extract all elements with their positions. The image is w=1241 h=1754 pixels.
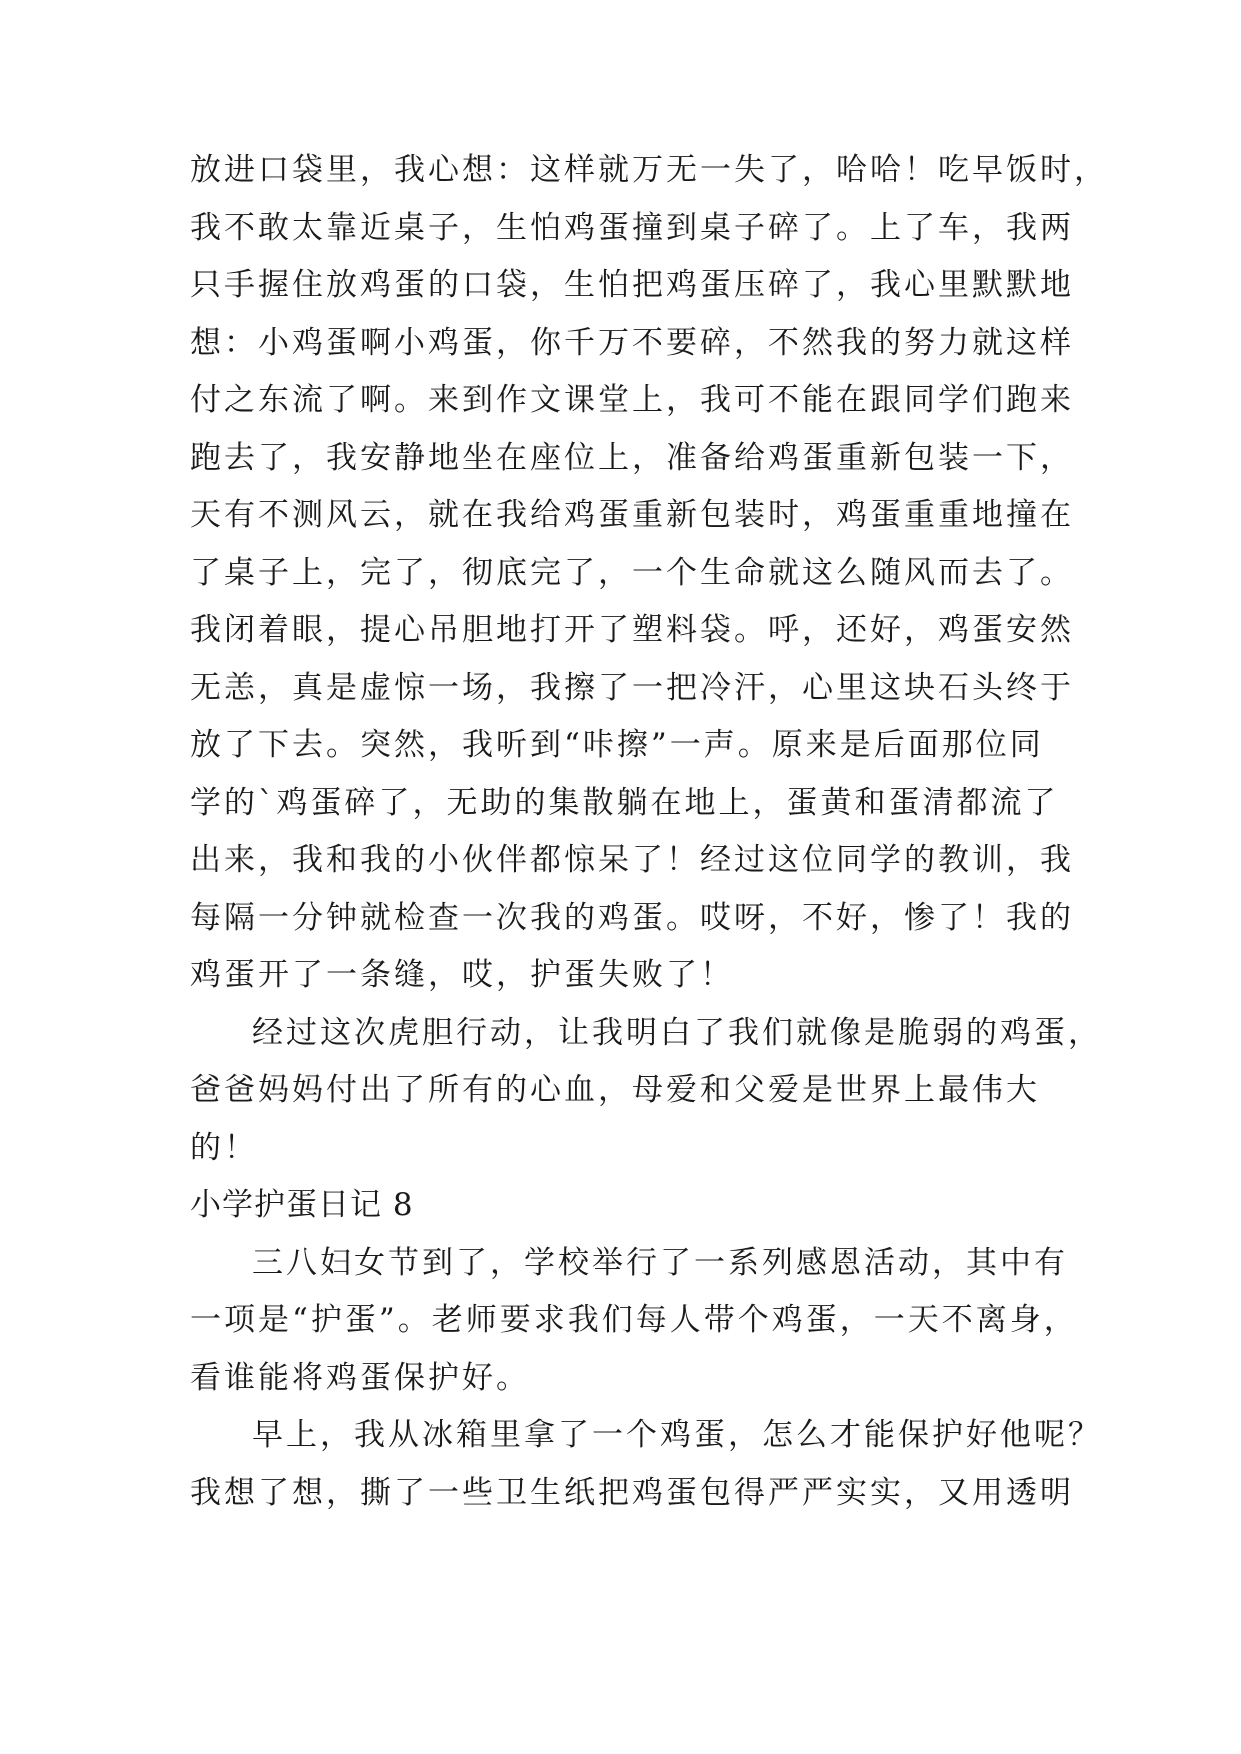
paragraph-first-line: 早上，我从冰箱里拿了一个鸡蛋，怎么才能保护好他呢？: [252, 1417, 1102, 1453]
text-line: 跑去了，我安静地坐在座位上，准备给鸡蛋重新包装一下，: [190, 440, 1074, 476]
text-line: 我不敢太靠近桌子，生怕鸡蛋撞到桌子碎了。上了车，我两: [190, 210, 1074, 246]
text-line: 学的`鸡蛋碎了，无助的集散躺在地上，蛋黄和蛋清都流了: [190, 785, 1059, 821]
paragraph-first-line: 三八妇女节到了，学校举行了一系列感恩活动，其中有: [252, 1245, 1068, 1281]
text-line: 爸爸妈妈付出了所有的心血，母爱和父爱是世界上最伟大: [190, 1072, 1040, 1108]
text-line: 每隔一分钟就检查一次我的鸡蛋。哎呀，不好，惨了！我的: [190, 900, 1074, 936]
text-line: 想：小鸡蛋啊小鸡蛋，你千万不要碎，不然我的努力就这样: [190, 325, 1074, 361]
text-line: 看谁能将鸡蛋保护好。: [190, 1360, 530, 1396]
text-line: 天有不测风云，就在我给鸡蛋重新包装时，鸡蛋重重地撞在: [190, 497, 1074, 533]
text-line: 放进口袋里，我心想：这样就万无一失了，哈哈！吃早饭时，: [190, 152, 1108, 188]
text-line: 我闭着眼，提心吊胆地打开了塑料袋。呼，还好，鸡蛋安然: [190, 612, 1074, 648]
text-line: 一项是“护蛋”。老师要求我们每人带个鸡蛋，一天不离身，: [190, 1302, 1078, 1338]
text-line: 的！: [190, 1130, 258, 1166]
section-heading: 小学护蛋日记 8: [190, 1187, 414, 1223]
paragraph-first-line: 经过这次虎胆行动，让我明白了我们就像是脆弱的鸡蛋，: [252, 1015, 1102, 1051]
text-line: 鸡蛋开了一条缝，哎，护蛋失败了！: [190, 957, 734, 993]
text-line: 无恙，真是虚惊一场，我擦了一把冷汗，心里这块石头终于: [190, 670, 1074, 706]
text-line: 了桌子上，完了，彻底完了，一个生命就这么随风而去了。: [190, 555, 1074, 591]
text-line: 出来，我和我的小伙伴都惊呆了！经过这位同学的教训，我: [190, 842, 1074, 878]
text-line: 只手握住放鸡蛋的口袋，生怕把鸡蛋压碎了，我心里默默地: [190, 267, 1074, 303]
text-line: 我想了想，撕了一些卫生纸把鸡蛋包得严严实实，又用透明: [190, 1475, 1074, 1511]
text-line: 放了下去。突然，我听到“咔擦”一声。原来是后面那位同: [190, 727, 1044, 763]
text-line: 付之东流了啊。来到作文课堂上，我可不能在跟同学们跑来: [190, 382, 1074, 418]
